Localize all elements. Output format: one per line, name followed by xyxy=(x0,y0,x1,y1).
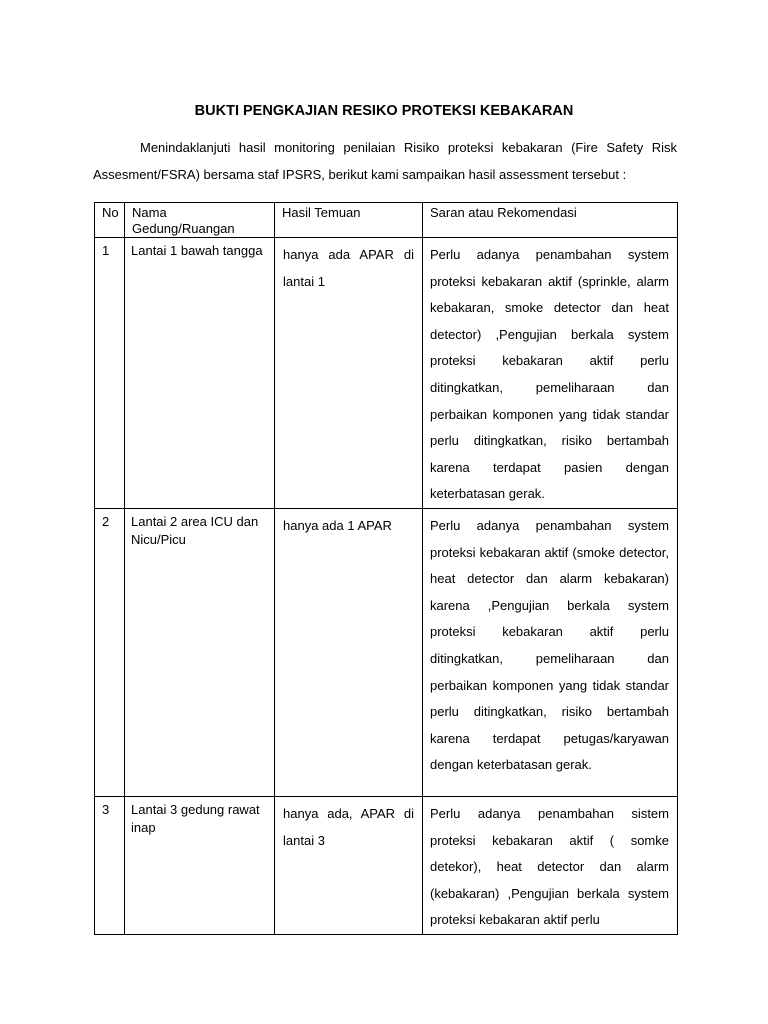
table-header-row xyxy=(95,203,678,238)
cell-recommendation: Perlu adanya penambahan sistem proteksi kebakaran aktif ( somke detekor), heat detector dan alarm (kebakaran) ,Pengujian berkala system proteksi kebakaran aktif perlu xyxy=(423,796,678,934)
cell-name: Lantai 1 bawah tangga xyxy=(125,238,275,509)
cell-finding: hanya ada 1 APAR xyxy=(275,508,423,796)
cell-name: Lantai 3 gedung rawat inap xyxy=(125,796,275,934)
header-no: No xyxy=(95,203,125,238)
assessment-table xyxy=(94,202,678,935)
cell-name: Lantai 2 area ICU dan Nicu/Picu xyxy=(125,508,275,796)
table-row xyxy=(95,238,678,509)
cell-no: 1 xyxy=(95,238,125,509)
table-row xyxy=(95,796,678,934)
header-name: Nama Gedung/Ruangan xyxy=(125,203,275,238)
cell-recommendation: Perlu adanya penambahan system proteksi kebakaran aktif (sprinkle, alarm kebakaran, smoke detector dan heat detector) ,Pengujian berkala system proteksi kebakaran aktif perlu ditingkatkan, pemeliharaan dan perbaikan komponen yang tidak standar perlu ditingkatkan, risiko bertambah karena terdapat pasien dengan keterbatasan gerak. xyxy=(423,238,678,509)
cell-finding: hanya ada APAR di lantai 1 xyxy=(275,238,423,509)
table-row xyxy=(95,508,678,796)
cell-recommendation: Perlu adanya penambahan system proteksi kebakaran aktif (smoke detector, heat detector dan alarm kebakaran) karena ,Pengujian berkala system proteksi kebakaran aktif perlu ditingkatkan, pemeliharaan dan perbaikan komponen yang tidak standar perlu ditingkatkan, risiko bertambah karena terdapat petugas/karyawan dengan keterbatasan gerak. xyxy=(423,508,678,796)
intro-paragraph: Menindaklanjuti hasil monitoring penilaian Risiko proteksi kebakaran (Fire Safety Risk Assesment/FSRA) bersama staf IPSRS, berikut kami sampaikan hasil assessment tersebut : xyxy=(93,140,677,182)
cell-finding: hanya ada, APAR di lantai 3 xyxy=(275,796,423,934)
document-title: BUKTI PENGKAJIAN RESIKO PROTEKSI KEBAKARAN xyxy=(194,103,574,119)
cell-no: 3 xyxy=(95,796,125,934)
cell-no: 2 xyxy=(95,508,125,796)
header-finding: Hasil Temuan xyxy=(275,203,423,238)
header-recommendation: Saran atau Rekomendasi xyxy=(423,203,678,238)
